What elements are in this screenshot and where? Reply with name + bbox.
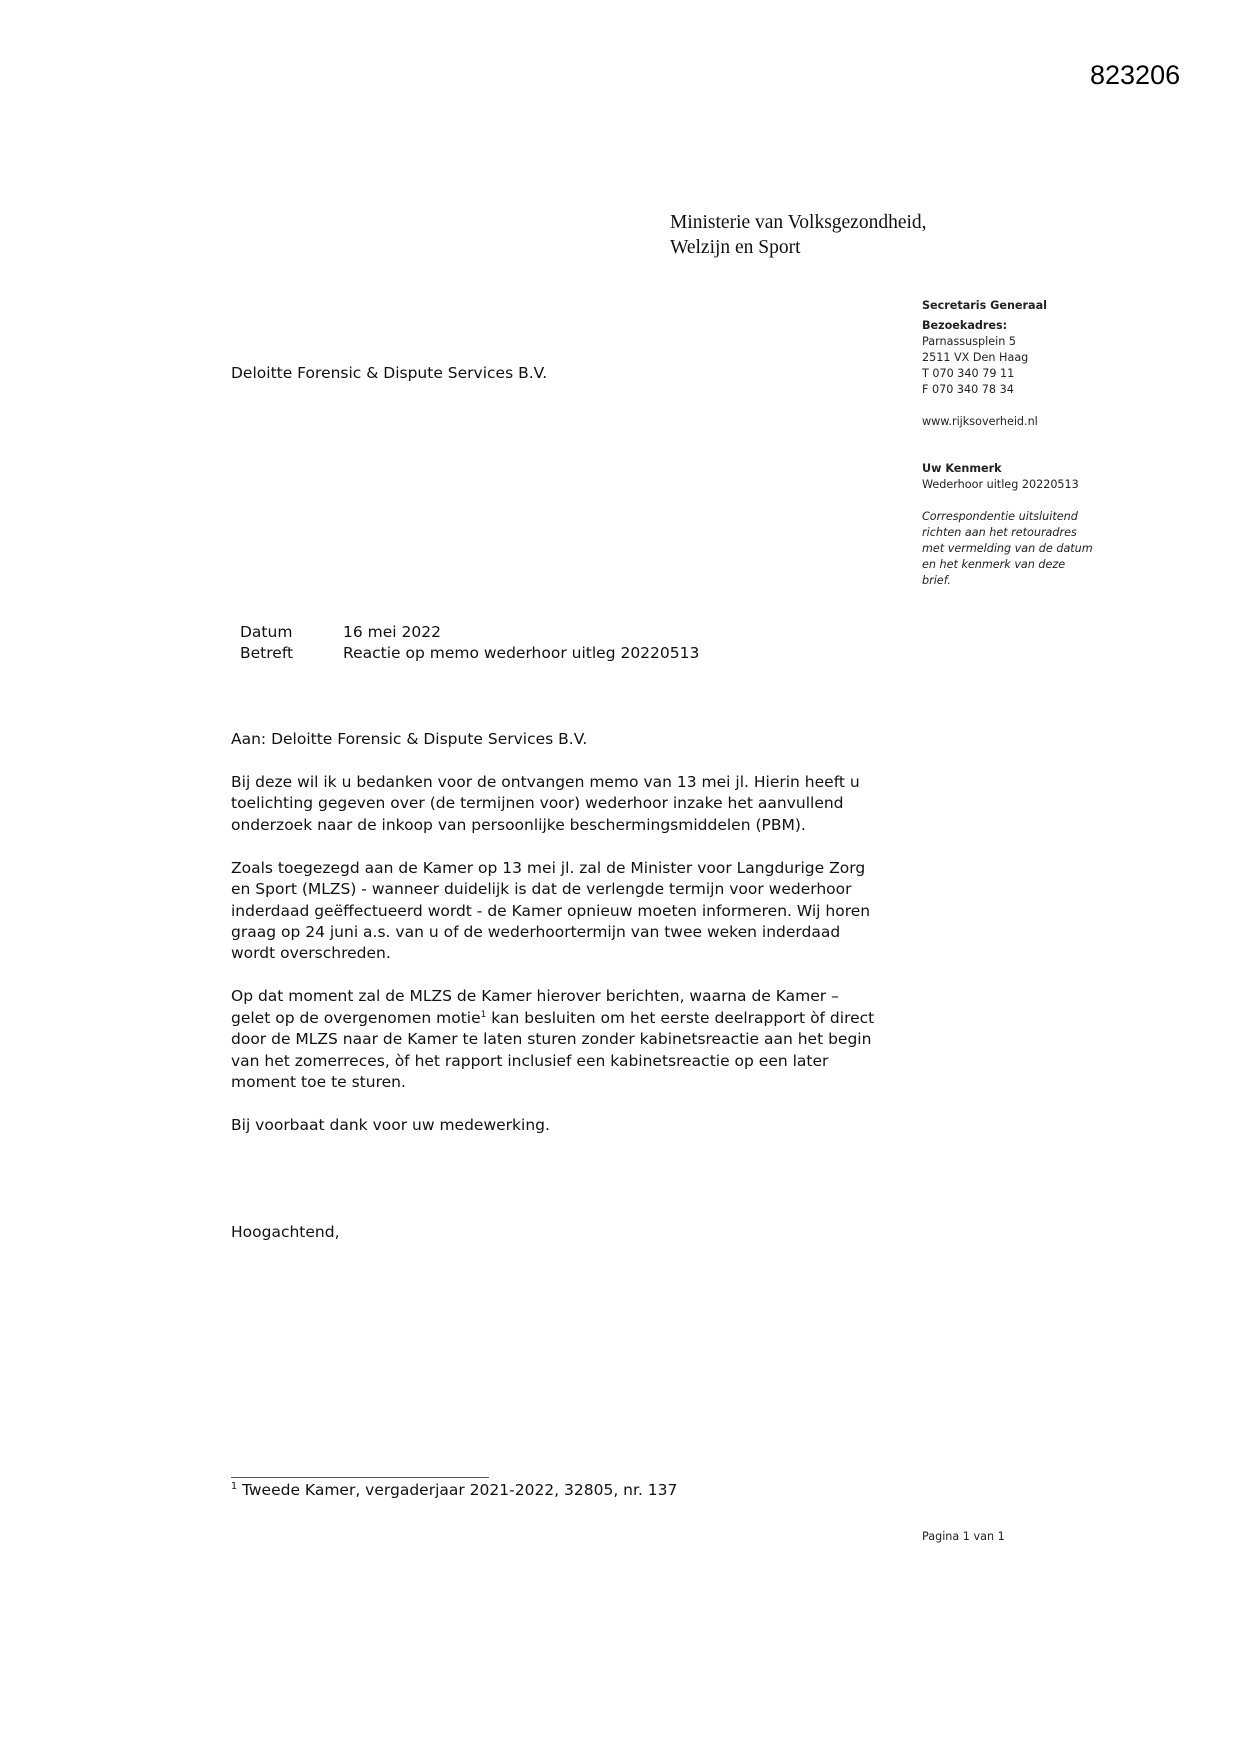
paragraph-commitment: Zoals toegezegd aan de Kamer op 13 mei jl. zal de Minister voor Langdurige Zorg en Sport (MLZS) - wanneer duidelijk is dat de verlengde termijn voor wederhoor inderdaad geëffectueerd wordt - de Kamer opnieuw moeten informeren. Wij horen graag op 24 juni a.s. van u of de wederhoortermijn van twee weken inderdaad wordt overschreden. — [231, 858, 871, 963]
recipient-address: Deloitte Forensic & Dispute Services B.V. — [231, 364, 548, 382]
salutation: Aan: Deloitte Forensic & Dispute Services B.V. — [231, 730, 588, 748]
department-name: Secretaris Generaal — [922, 299, 1047, 312]
date-value: 16 mei 2022 — [343, 623, 441, 641]
correspondence-note-line: en het kenmerk van deze — [922, 558, 1066, 571]
website: www.rijksoverheid.nl — [922, 415, 1038, 428]
visit-address-street: Parnassusplein 5 — [922, 335, 1016, 348]
ministry-name-line-1: Ministerie van Volksgezondheid, — [670, 212, 927, 233]
page-number: Pagina 1 van 1 — [922, 1530, 1005, 1543]
correspondence-note-line: richten aan het retouradres — [922, 526, 1077, 539]
phone-number: T 070 340 79 11 — [922, 367, 1015, 380]
document-id: 823206 — [1090, 60, 1181, 90]
correspondence-note-line: brief. — [922, 574, 951, 587]
paragraph-next-steps: Op dat moment zal de MLZS de Kamer hierover berichten, waarna de Kamer – gelet op de overgenomen motie$^1$ kan besluiten om het eerste deelrapport òf direct door de MLZS naar de Kamer te laten sturen zonder kabinetsreactie aan het begin van het zomerreces, òf het rapport inclusief een kabinetsreactie op een later moment toe te sturen. — [231, 987, 875, 1092]
footnote-reference: 1 — [480, 1009, 487, 1020]
footnote — [231, 1481, 677, 1499]
correspondence-note-line: Correspondentie uitsluitend — [922, 510, 1078, 523]
footnote-divider — [231, 1477, 489, 1478]
ministry-name-line-2: Welzijn en Sport — [670, 237, 801, 258]
visit-address-city: 2511 VX Den Haag — [922, 351, 1029, 364]
date-row — [240, 622, 699, 643]
letter-meta — [240, 622, 699, 664]
paragraph-thanks-in-advance: Bij voorbaat dank voor uw medewerking. — [231, 1116, 550, 1135]
correspondence-note-line: met vermelding van de datum — [922, 542, 1093, 555]
paragraph-thanks: Bij deze wil ik u bedanken voor de ontvangen memo van 13 mei jl. Hierin heeft u toelichting gegeven over (de termijnen voor) wederhoor inzake het aanvullend onderzoek naar de inkoop van persoonlijke beschermingsmiddelen (PBM). — [231, 773, 860, 834]
reference-label: Uw Kenmerk — [922, 462, 1002, 475]
sender-details-column — [922, 298, 1222, 589]
subject-label: Betreft — [240, 644, 294, 662]
footnote-text: Tweede Kamer, vergaderjaar 2021-2022, 32805, nr. 137 — [237, 1481, 678, 1499]
letter-body — [231, 729, 931, 1158]
closing-salutation: Hoogachtend, — [231, 1223, 340, 1241]
visit-address-label: Bezoekadres: — [922, 319, 1008, 332]
correspondence-note — [922, 509, 1222, 589]
subject-row — [240, 643, 699, 664]
reference-value: Wederhoor uitleg 20220513 — [922, 478, 1079, 491]
date-label: Datum — [240, 623, 293, 641]
ministry-letterhead — [670, 210, 927, 260]
fax-number: F 070 340 78 34 — [922, 383, 1014, 396]
footnote-marker: 1 — [231, 1480, 238, 1492]
subject-value: Reactie op memo wederhoor uitleg 20220513 — [343, 644, 700, 662]
